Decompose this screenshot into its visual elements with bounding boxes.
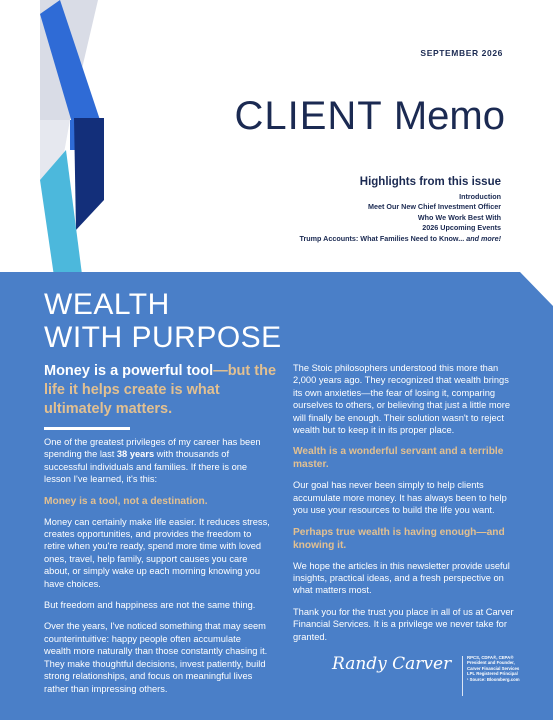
- title-bold: Memo: [393, 94, 505, 138]
- article-column-left: [44, 436, 270, 704]
- signature-divider: [462, 656, 463, 696]
- paragraph-4: Over the years, I've noticed something that may seem counterintuitive: happy people often accumulate wealth more naturally than those constantly chasing it. They make thoughtful decisions, invest patiently, build strong relationships, and focus on meaningful lives rather than impressing others.: [44, 621, 268, 694]
- paragraph-6: Our goal has never been simply to help clients accumulate more money. It has always been to help you use your resources to build the life you want.: [293, 480, 507, 516]
- headline-line-1: WEALTH: [44, 288, 170, 321]
- lead-divider: [44, 427, 130, 430]
- lead-white: Money is a powerful tool: [44, 363, 214, 379]
- paragraph-5: The Stoic philosophers understood this more than 2,000 years ago. They recognized that wealth brings its own anxieties—the fear of losing it, comparing ourselves to others, or believing that just a little more will finally be enough. Their solution wasn't to reject wealth but to keep it in its proper place.: [293, 363, 511, 436]
- signature-credentials: [467, 655, 547, 682]
- highlight-item[interactable]: Who We Work Best With: [417, 212, 501, 222]
- subheading-2: Wealth is a wonderful servant and a terrible master.: [293, 446, 504, 471]
- newsletter-title: [234, 96, 505, 136]
- p1-text-a: One of the greatest privileges of my career has been spending the last: [44, 437, 261, 460]
- highlights-heading: Highlights from this issue: [359, 176, 501, 188]
- credential-line: RPCS, CDFA®, CEPA®: [467, 655, 514, 660]
- article-column-right: [293, 362, 515, 652]
- paragraph-3: But freedom and happiness are not the same thing.: [44, 600, 256, 611]
- issue-date: SEPTEMBER 2026: [420, 48, 503, 58]
- article-headline: [44, 288, 282, 354]
- signature: Randy Carver: [332, 654, 452, 674]
- highlights-list: [261, 192, 501, 244]
- p1-text-b: with thousands of successful individuals and families. If there is one lesson I've learned, it's this:: [44, 449, 248, 485]
- paragraph-7: We hope the articles in this newsletter provide useful insights, practical ideas, and a fresh perspective on what matters most.: [293, 560, 510, 596]
- highlight-item[interactable]: Introduction: [459, 192, 501, 201]
- headline-line-2: WITH PURPOSE: [44, 321, 282, 354]
- p1-bold: 38 years: [116, 449, 155, 460]
- article-content: [0, 272, 553, 720]
- title-light: CLIENT: [234, 94, 383, 138]
- credential-line: President and Founder,: [467, 660, 515, 666]
- lead-statement: [44, 362, 279, 419]
- lead-gold: —but the life it helps create is what ultimately matters.: [44, 363, 277, 417]
- credential-line: Carver Financial Services: [467, 665, 520, 671]
- highlight-item-text: Trump Accounts: What Families Need to Know...: [299, 233, 465, 243]
- highlights-box: [261, 176, 501, 244]
- source-note: ¹ Source: Bloomberg.com: [467, 676, 520, 682]
- article-panel: [0, 272, 553, 720]
- paragraph-2: Money can certainly make life easier. It reduces stress, creates opportunities, and provides the freedom to retire when you're ready, spend more time with loved ones, travel, help family, support causes you care about, or simply wake up each morning knowing you have choices.: [44, 516, 270, 589]
- subheading-3: Perhaps true wealth is having enough—and knowing it.: [293, 526, 505, 551]
- highlight-item-last[interactable]: [261, 234, 501, 244]
- decorative-ribbon: [0, 0, 130, 290]
- highlight-more: and more!: [466, 233, 501, 243]
- paragraph-8: Thank you for the trust you place in all of us at Carver Financial Services. It is a privilege we never take for granted.: [293, 606, 514, 642]
- paragraph-1: [44, 436, 270, 486]
- highlight-item[interactable]: 2026 Upcoming Events: [422, 223, 501, 233]
- subheading-1: Money is a tool, not a destination.: [44, 495, 208, 507]
- ribbon-dark-lower: [74, 118, 104, 230]
- highlight-item[interactable]: Meet Our New Chief Investment Officer: [368, 202, 501, 212]
- credential-line: LPL Registered Principal: [467, 671, 518, 677]
